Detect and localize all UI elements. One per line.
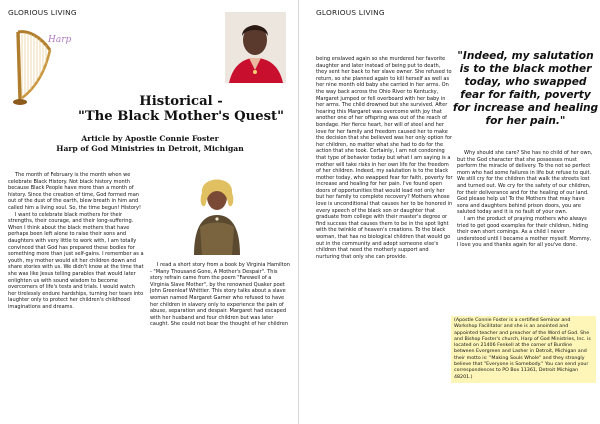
author-bio-box: (Apostle Connie Foster is a certified Seminar and Workshop Facilitator and she is an anointed and appointed teacher and preacher of the Word of God. She and Bishop Foster's church, Harp of God Ministries, Inc. is located on 21406 Fenkell at the corner of Burdine between Evergreen and Lasher in Detroit, Michigan and their motto is: "Making Souls Whole" and they strongly believe that "Everyone is Somebody." You can send your correspondences to PO Box 11361, Detroit Michigan 48201.) [451,316,596,383]
paragraph: I read a short story from a book by Virginia Hamilton - "Many Thousand Gone, A Mother's Despair". This story refrain came from the poem "Farewell of a Virginia Slave Mother", by the renowned Quaker poet John Greenleaf Whittier. This story talks about a slave woman named Margaret Garner who refused to have her children in slavery only to experience the pain of abuse, separation and despair. Margaret had escaped with her husband and four children but was later caught. She could not bear the thought of her children [150,262,290,328]
page-header-left: GLORIOUS LIVING [8,8,77,17]
article-byline [10,134,290,153]
right-page-column-2 [457,150,594,249]
left-page-column-2 [150,262,290,328]
left-page [0,0,299,424]
page-header-right: GLORIOUS LIVING [316,8,385,17]
right-page-column-1 [316,56,453,260]
title-line-1: Historical - [139,94,223,109]
title-line-2: "The Black Mother's Quest" [77,109,285,124]
author-portrait [225,12,286,83]
article-title [66,94,296,124]
right-page [299,0,600,424]
paragraph: I want to celebrate black mothers for their strengths, their courage, and their long-suffering. When I think about the black mothers that have perhaps been left alone to raise their sons and daughters with very little to work with, I am totally convinced that God has prepared these bodies for something more than just self-gains. I remember as a youth, my mother would sit her children down and share stories with us. We didn't know at the time that she was like Jesus telling parables that would later enlighten us with sound wisdom to become overcomers of life's tests and trials. I would watch her tirelessly endure hardships, turning her tears into laughter only to protect her children's childhood imaginations and dreams. [8,211,144,310]
byline-ministry: Harp of God Ministries in Detroit, Michigan [56,143,244,153]
left-page-column-1 [8,172,144,310]
harp-label: Harp [48,35,72,45]
paragraph: Why should she care? She has no child of her own, but the God character that she possesses must perform the miracle of delivery. To the not so perfect mom who had some failures in life but refuse to quit. We still cry for the children that walk the streets lost and turned out. We cry for the safety of our children, for their deliverance and for the healing of our land. God please help us! To the Mothers that may have sons and daughters behind prison doors, you are saluted today and it is no fault of your own. [457,150,593,216]
author-photo-standing [184,163,250,255]
paragraph: being enslaved again so she murdered her favorite daughter and later instead of being put to death, they sent her back to her slave owner. She refused to return, so she planned again to kill herself as well as her nine month old baby she carried in her arms. On the way back across the Ohio River to Kentucky, Margaret jumped or fell overboard with her baby in her arms. The child drowned but she survived. After hearing this Margaret was overcome with joy that another one of her offspring was out of the reach of bondage. Her fierce heart, her will of steel and her love for her family and freedom caused her to make the decision that she believed was her only option for her children, no matter what she had to do for the action that she took. Certainly, I am not condoning that type of behavior today but what I am saying is a mother will take risks in her own life for the freedom of her children. Indeed, my salutation is to the black mother today, who swapped fear for faith, poverty for increase and healing for her pain. I've found open doors of opportunities that would lead not only her but her family to complete recovery? Mothers whose love is unconditional that causes her to be honored in every speech of the black son or daughter that graduate from college with their master's degree or find success that causes them to be in the spot light with the twinkle of heaven's creations. To the black woman, that has no biological children that would go out in the community and adopt someone else's children that need the motherly support and nurturing that only she can provide. [316,56,453,260]
pull-quote: "Indeed, my salutation is to the black mother today, who swapped fear for faith, poverty for increase and healing for her pain." [452,50,599,127]
paragraph: I am the product of praying mothers who always tried to get good examples for their children, hiding their own short comings. As a child I never understood until I became a mother myself. Mommy, I love you and thanks again for all you've done. [457,215,592,249]
paragraph: The month of February is the month when we celebrate Black History. Not black history month because Black People have more than a month of history. Since the creation of time, God formed man out of the dust of the earth, blew breath in him and called him a living soul. So, the time begun! History! [8,172,142,211]
byline-author: Article by Apostle Connie Foster [81,134,219,143]
